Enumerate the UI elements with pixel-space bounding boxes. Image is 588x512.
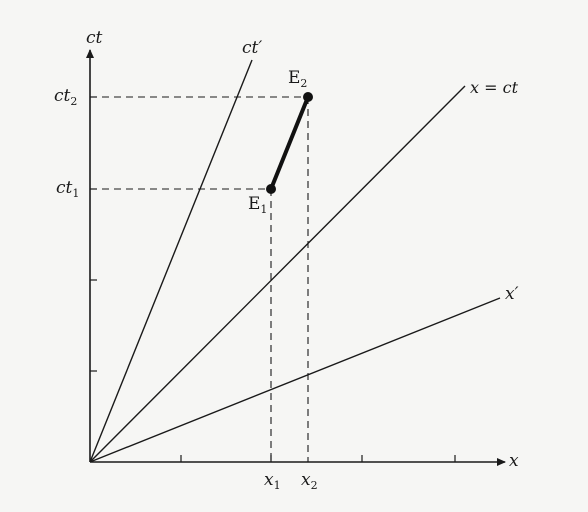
ct-prime-axis	[90, 60, 252, 462]
event-e2-label: $E_2$	[288, 68, 308, 90]
ct-prime-label: ct′	[242, 38, 263, 58]
dashed-guides	[90, 97, 308, 462]
light-line-label: x = ct	[470, 78, 518, 97]
x2-label: $x_2$	[301, 470, 318, 492]
x-prime-label: x′	[505, 284, 519, 304]
x-axis-label: x	[509, 451, 519, 471]
event-e1-label: $E_1$	[248, 194, 268, 216]
ct2-label: $ct_2$	[54, 86, 78, 108]
x-prime-axis	[90, 298, 500, 462]
event-e1-dot	[266, 184, 276, 194]
event-segment	[271, 97, 308, 189]
ct-axis-label: ct	[86, 28, 103, 48]
light-line	[90, 86, 465, 462]
x1-label: $x_1$	[264, 470, 281, 492]
event-e2-dot	[303, 92, 313, 102]
ct1-label: $ct_1$	[56, 178, 80, 200]
